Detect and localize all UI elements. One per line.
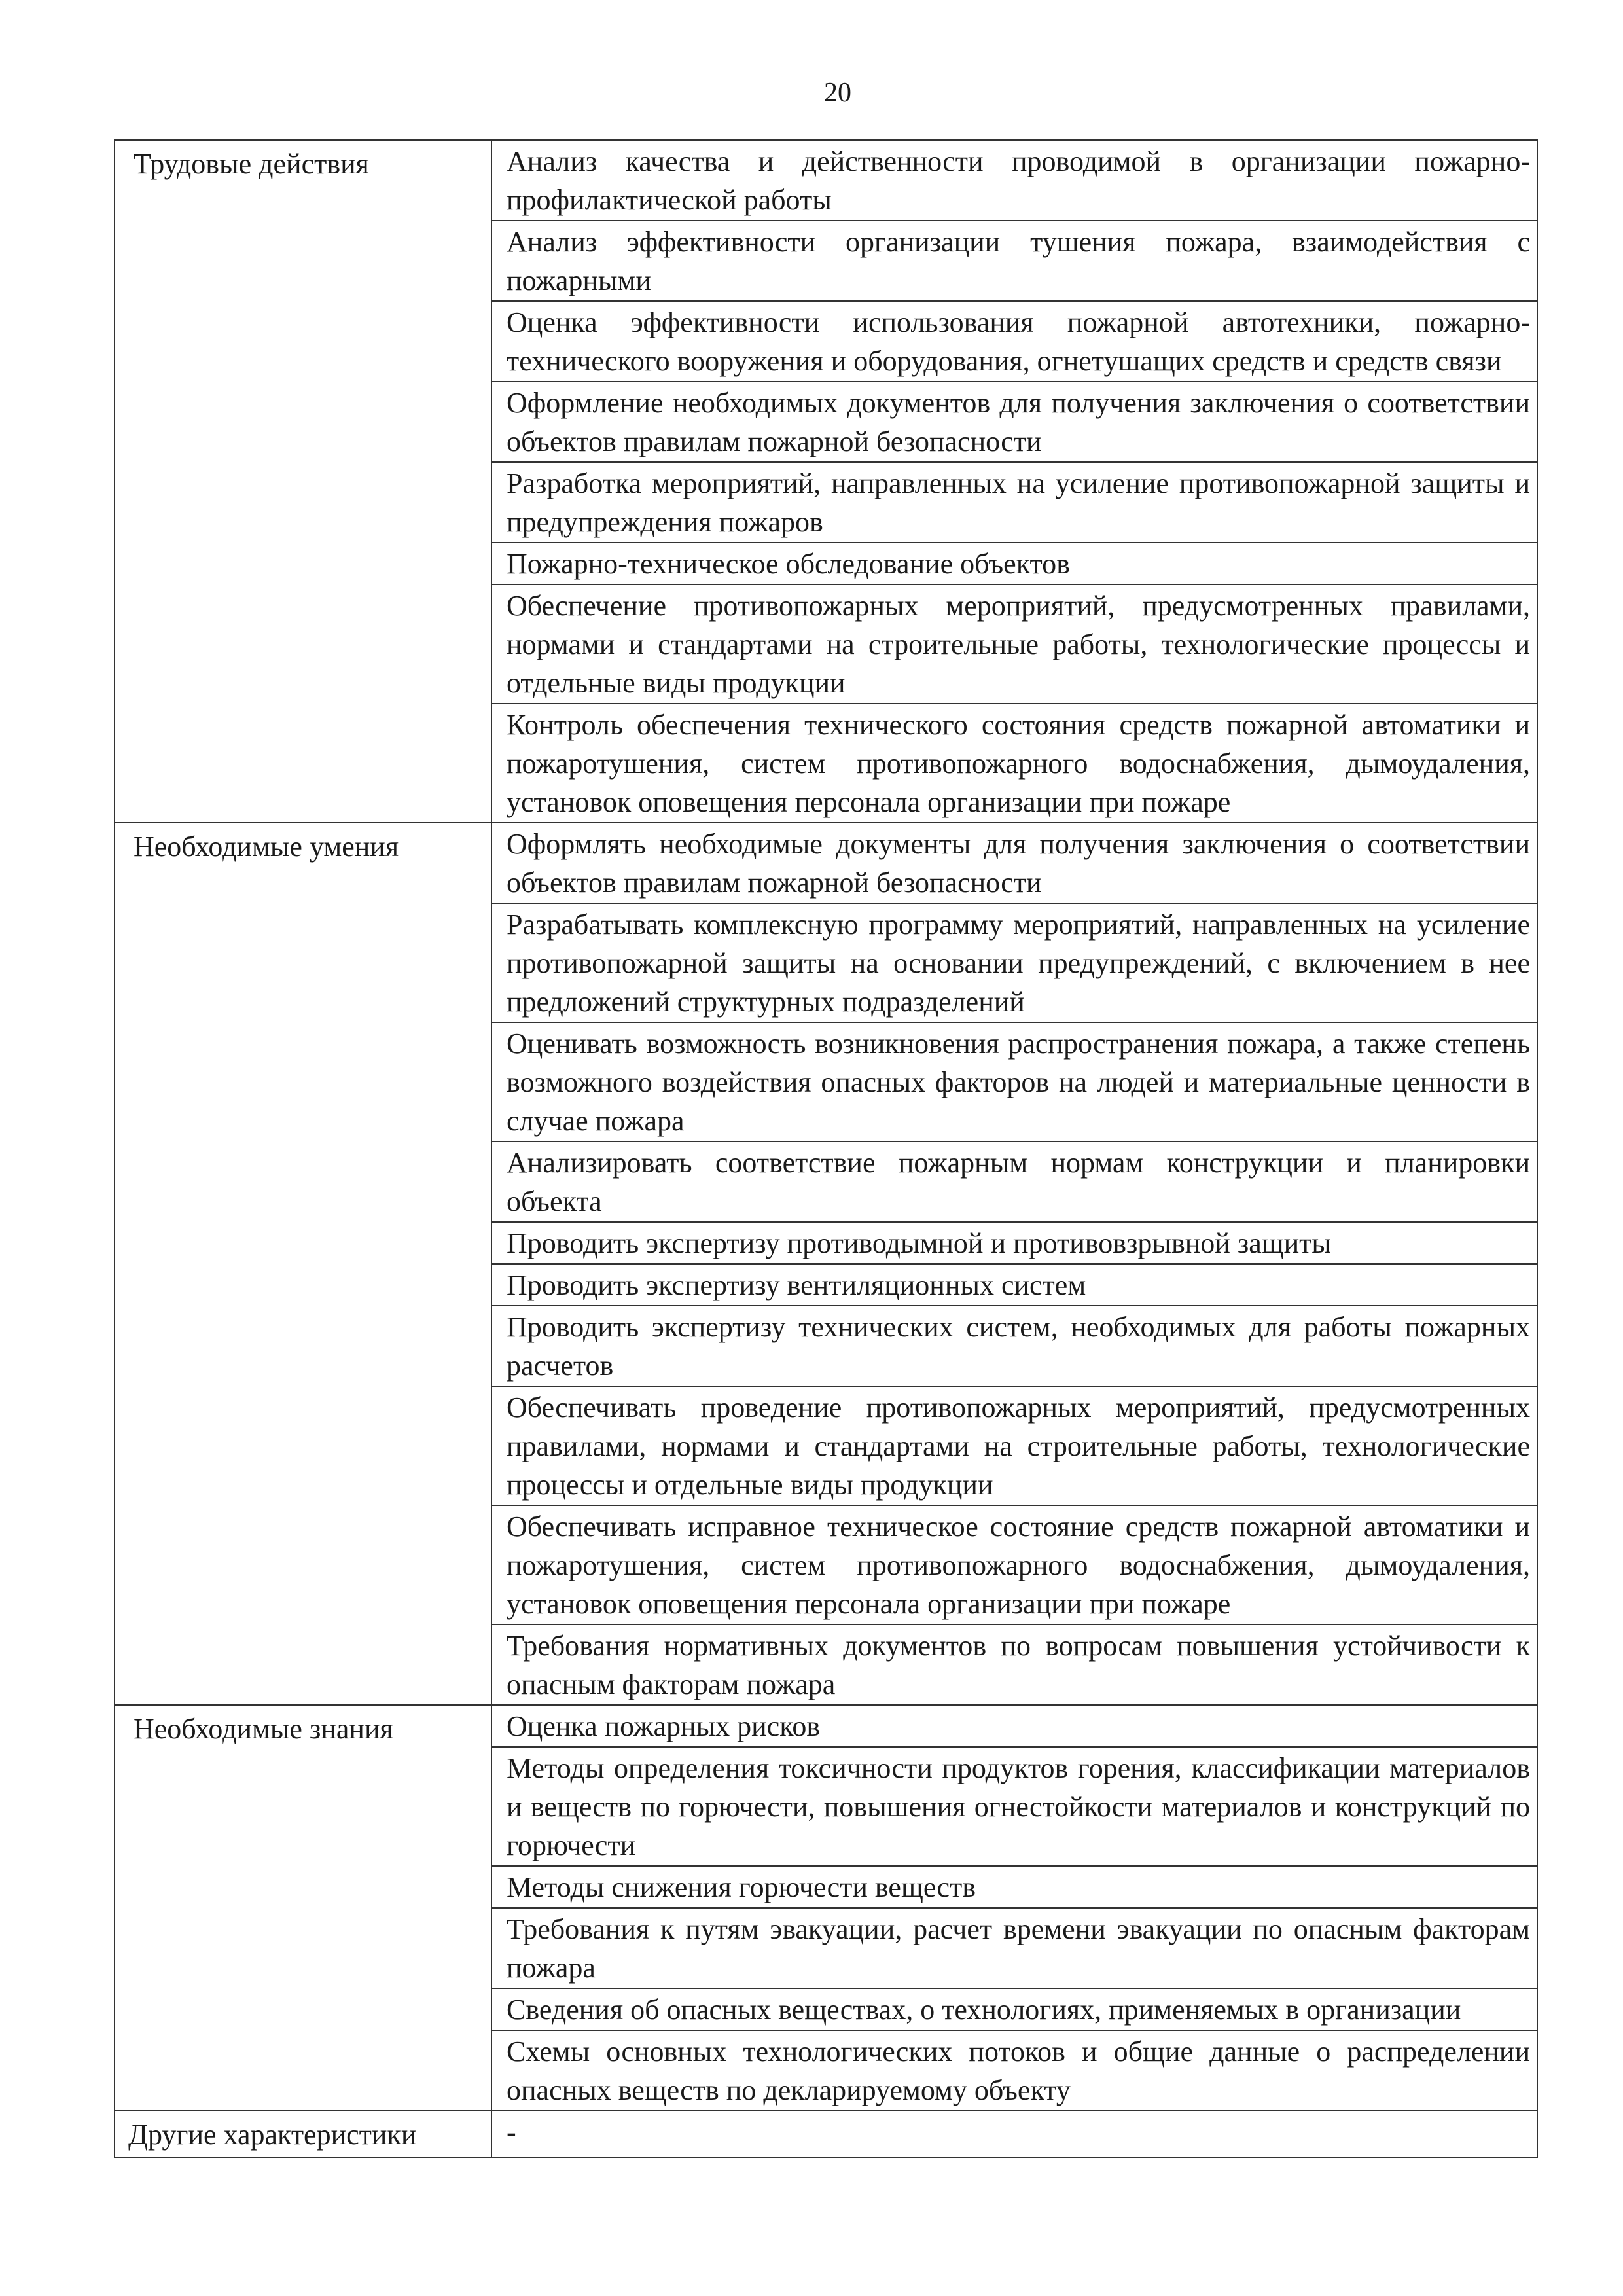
list-item: Проводить экспертизу противодымной и противовзрывной защиты bbox=[491, 1222, 1537, 1264]
list-item: Оформлять необходимые документы для получения заключения о соответствии объектов правилам пожарной безопасности bbox=[491, 823, 1537, 903]
list-item: Обеспечивать проведение противопожарных мероприятий, предусмотренных правилами, нормами и стандартами на строительные работы, технологические процессы и отдельные виды продукции bbox=[491, 1386, 1537, 1505]
table-row bbox=[115, 140, 1537, 221]
list-item: Контроль обеспечения технического состояния средств пожарной автоматики и пожаротушения, систем противопожарного водоснабжения, дымоудаления, установок оповещения персонала организации при пожаре bbox=[491, 704, 1537, 823]
list-item: Схемы основных технологических потоков и общие данные о распределении опасных веществ по декларируемому объекту bbox=[491, 2030, 1537, 2111]
page-number: 20 bbox=[824, 78, 851, 108]
list-item: Проводить экспертизу технических систем, необходимых для работы пожарных расчетов bbox=[491, 1306, 1537, 1386]
section-label-required-knowledge: Необходимые знания bbox=[115, 1705, 491, 2111]
list-item: Требования нормативных документов по вопросам повышения устойчивости к опасным факторам пожара bbox=[491, 1624, 1537, 1705]
list-item: Проводить экспертизу вентиляционных систем bbox=[491, 1264, 1537, 1306]
list-item: Разрабатывать комплексную программу мероприятий, направленных на усиление противопожарной защиты на основании предупреждений, с включением в нее предложений структурных подразделений bbox=[491, 903, 1537, 1022]
requirements-table bbox=[114, 139, 1538, 2158]
list-item: Пожарно-техническое обследование объектов bbox=[491, 543, 1537, 584]
list-item: Оформление необходимых документов для получения заключения о соответствии объектов правилам пожарной безопасности bbox=[491, 382, 1537, 462]
table-row bbox=[115, 1705, 1537, 1747]
list-item: Анализ эффективности организации тушения пожара, взаимодействия с пожарными bbox=[491, 221, 1537, 301]
list-item: Анализ качества и действенности проводимой в организации пожарно-профилактической работы bbox=[491, 140, 1537, 221]
list-item: Анализировать соответствие пожарным нормам конструкции и планировки объекта bbox=[491, 1141, 1537, 1222]
list-item: - bbox=[491, 2111, 1537, 2157]
list-item: Разработка мероприятий, направленных на усиление противопожарной защиты и предупреждения пожаров bbox=[491, 462, 1537, 543]
list-item: Обеспечивать исправное техническое состояние средств пожарной автоматики и пожаротушения, систем противопожарного водоснабжения, дымоудаления, установок оповещения персонала организации при пожаре bbox=[491, 1505, 1537, 1624]
table-row bbox=[115, 823, 1537, 903]
list-item: Сведения об опасных веществах, о технологиях, применяемых в организации bbox=[491, 1988, 1537, 2030]
section-label-other-characteristics: Другие характеристики bbox=[115, 2111, 491, 2157]
list-item: Требования к путям эвакуации, расчет времени эвакуации по опасным факторам пожара bbox=[491, 1908, 1537, 1988]
table-row bbox=[115, 2111, 1537, 2157]
list-item: Обеспечение противопожарных мероприятий, предусмотренных правилами, нормами и стандартами на строительные работы, технологические процессы и отдельные виды продукции bbox=[491, 584, 1537, 704]
list-item: Методы определения токсичности продуктов горения, классификации материалов и веществ по горючести, повышения огнестойкости материалов и конструкций по горючести bbox=[491, 1747, 1537, 1866]
list-item: Методы снижения горючести веществ bbox=[491, 1866, 1537, 1908]
list-item: Оценивать возможность возникновения распространения пожара, а также степень возможного воздействия опасных факторов на людей и материальные ценности в случае пожара bbox=[491, 1022, 1537, 1141]
list-item: Оценка пожарных рисков bbox=[491, 1705, 1537, 1747]
section-label-labor-actions: Трудовые действия bbox=[115, 140, 491, 823]
list-item: Оценка эффективности использования пожарной автотехники, пожарно-технического вооружения и оборудования, огнетушащих средств и средств связи bbox=[491, 301, 1537, 382]
section-label-required-skills: Необходимые умения bbox=[115, 823, 491, 1705]
